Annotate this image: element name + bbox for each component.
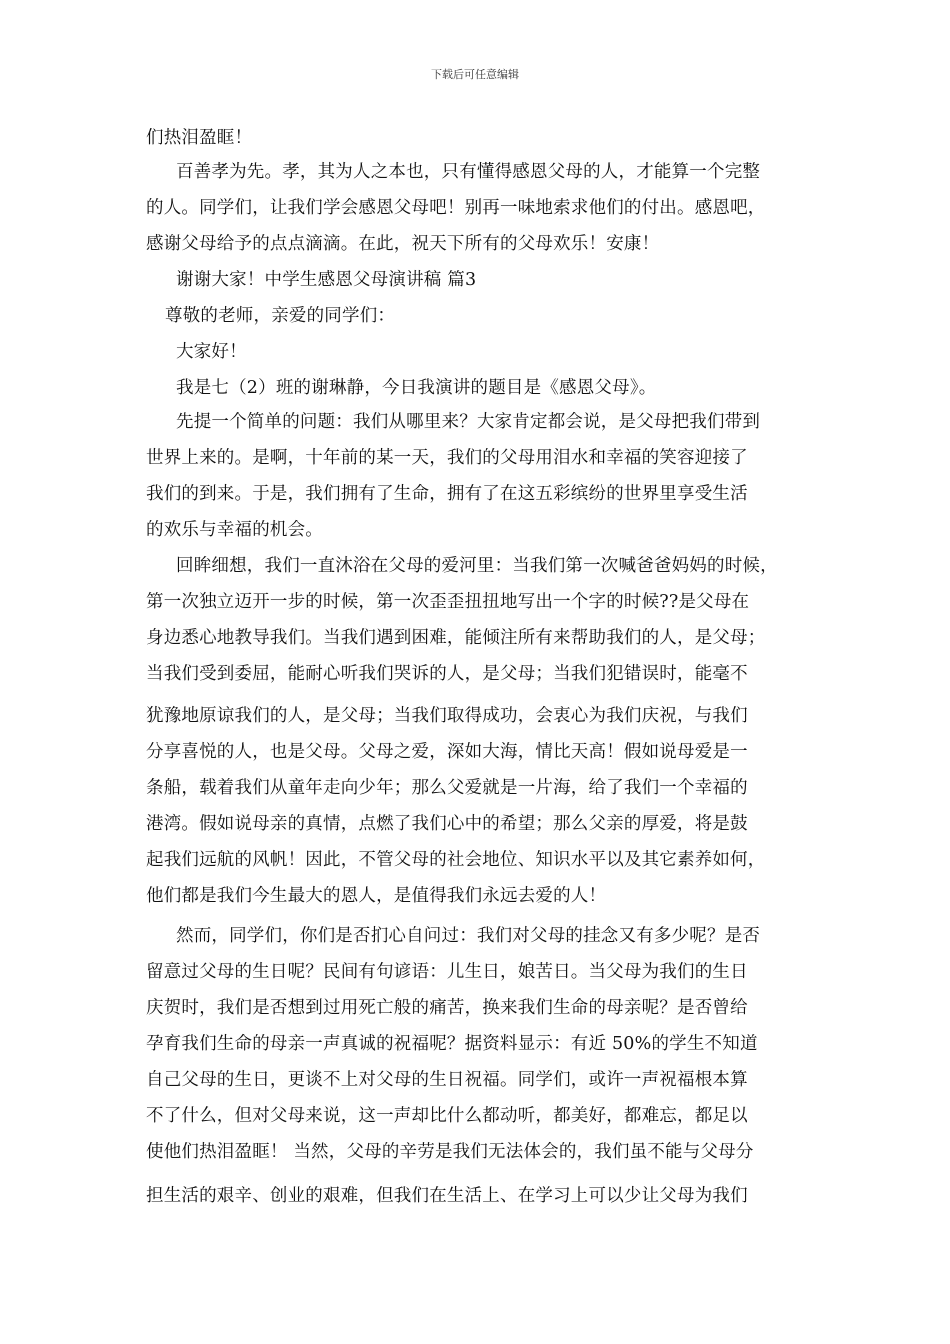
text-line: 先提一个简单的问题：我们从哪里来？大家肯定都会说，是父母把我们带到 <box>176 412 761 432</box>
text-line: 回眸细想，我们一直沐浴在父母的爱河里：当我们第一次喊爸爸妈妈的时候， <box>176 556 778 576</box>
text-line: 们热泪盈眶！ <box>146 128 253 148</box>
text-line: 身边悉心地教导我们。当我们遇到困难，能倾注所有来帮助我们的人，是父母； <box>146 628 766 648</box>
text-line: 条船，载着我们从童年走向少年；那么父爱就是一片海，给了我们一个幸福的 <box>146 778 748 798</box>
text-line: 担生活的艰辛、创业的艰难，但我们在生活上、在学习上可以少让父母为我们 <box>146 1186 748 1206</box>
text-line: 港湾。假如说母亲的真情，点燃了我们心中的希望；那么父亲的厚爱，将是鼓 <box>146 814 748 834</box>
text-line: 犹豫地原谅我们的人，是父母；当我们取得成功，会衷心为我们庆祝，与我们 <box>146 706 748 726</box>
text-line: 分享喜悦的人，也是父母。父母之爱，深如大海，情比天高！假如说母爱是一 <box>146 742 748 762</box>
text-line: 他们都是我们今生最大的恩人，是值得我们永远去爱的人！ <box>146 886 607 906</box>
text-line: 第一次独立迈开一步的时候，第一次歪歪扭扭地写出一个字的时候??是父母在 <box>146 592 750 612</box>
text-line: 世界上来的。是啊，十年前的某一天，我们的父母用泪水和幸福的笑容迎接了 <box>146 448 748 468</box>
text-line: 不了什么，但对父母来说，这一声却比什么都动听，都美好，都难忘，都足以 <box>146 1106 748 1126</box>
text-line: 我是七（2）班的谢琳静，今日我演讲的题目是《感恩父母》。 <box>176 378 657 398</box>
text-line: 起我们远航的风帆！因此，不管父母的社会地位、知识水平以及其它素养如何， <box>146 850 766 870</box>
text-line: 百善孝为先。孝，其为人之本也，只有懂得感恩父母的人，才能算一个完整 <box>176 162 761 182</box>
page-header: 下载后可任意编辑 <box>431 68 519 81</box>
text-line: 庆贺时，我们是否想到过用死亡般的痛苦，换来我们生命的母亲呢？是否曾给 <box>146 998 748 1018</box>
text-line: 留意过父母的生日呢？民间有句谚语：儿生日，娘苦日。当父母为我们的生日 <box>146 962 748 982</box>
text-line: 然而，同学们，你们是否扪心自问过：我们对父母的挂念又有多少呢？是否 <box>176 926 761 946</box>
text-line: 孕育我们生命的母亲一声真诚的祝福呢？据资料显示：有近 50%的学生不知道 <box>146 1034 758 1054</box>
text-line: 大家好！ <box>176 342 247 362</box>
text-line: 的欢乐与幸福的机会。 <box>146 520 323 540</box>
text-line: 感谢父母给予的点点滴滴。在此，祝天下所有的父母欢乐！安康！ <box>146 234 660 254</box>
text-line: 谢谢大家！中学生感恩父母演讲稿 篇3 <box>176 270 477 290</box>
text-line: 尊敬的老师，亲爱的同学们： <box>165 306 396 326</box>
text-line: 我们的到来。于是，我们拥有了生命，拥有了在这五彩缤纷的世界里享受生活 <box>146 484 748 504</box>
text-line: 的人。同学们，让我们学会感恩父母吧！别再一味地索求他们的付出。感恩吧， <box>146 198 766 218</box>
text-line: 自己父母的生日，更谈不上对父母的生日祝福。同学们，或许一声祝福根本算 <box>146 1070 748 1090</box>
text-line: 使他们热泪盈眶！ 当然，父母的辛劳是我们无法体会的，我们虽不能与父母分 <box>146 1142 754 1162</box>
text-line: 当我们受到委屈，能耐心听我们哭诉的人，是父母；当我们犯错误时，能毫不 <box>146 664 748 684</box>
